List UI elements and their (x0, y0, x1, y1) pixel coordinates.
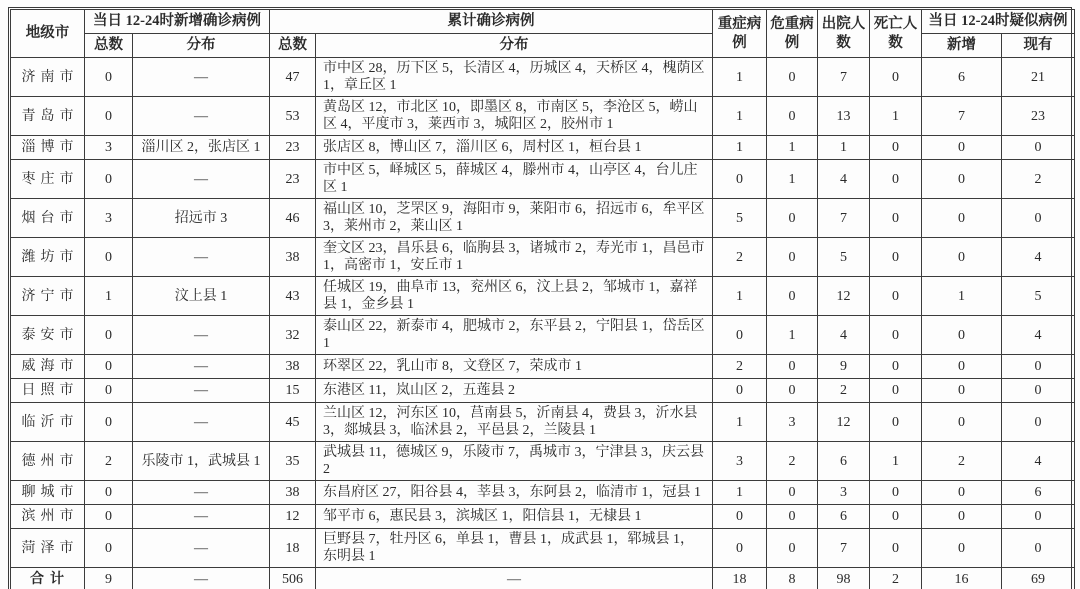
cell-critical: 0 (767, 481, 818, 505)
cell-city: 济南市 (11, 58, 85, 97)
cell-dead: 1 (870, 97, 922, 136)
table-row (11, 277, 1075, 316)
cell-city: 青岛市 (11, 97, 85, 136)
header-new-cases-group: 当日 12-24时新增确诊病例 (85, 10, 270, 34)
cell-new_total: 0 (85, 58, 133, 97)
cell-cum_dist: 巨野县 7，牡丹区 6，单县 1，曹县 1，成武县 1，郓城县 1，东明县 1 (316, 529, 713, 568)
cell-cum_total: 23 (270, 136, 316, 160)
cell-discharged: 3 (818, 481, 870, 505)
cell-severe: 0 (713, 160, 767, 199)
cell-susp_new: 0 (922, 529, 1002, 568)
cell-dead: 0 (870, 277, 922, 316)
cell-cum_dist: 兰山区 12，河东区 10，莒南县 5，沂南县 4，费县 3，沂水县 3，郯城县 3，临沭县 2，平邑县 2，兰陵县 1 (316, 403, 713, 442)
cell-severe: 0 (713, 529, 767, 568)
cell-cum_dist: 东港区 11，岚山区 2，五莲县 2 (316, 379, 713, 403)
cell-cum_dist: 黄岛区 12，市北区 10，即墨区 8，市南区 5，李沧区 5，崂山区 4，平度市 3，莱西市 3，城阳区 2，胶州市 1 (316, 97, 713, 136)
cell-city: 潍坊市 (11, 238, 85, 277)
cell-dead: 0 (870, 58, 922, 97)
cell-discharged: 98 (818, 568, 870, 589)
cell-susp_new: 16 (922, 568, 1002, 589)
cell-new_dist: — (133, 238, 270, 277)
cell-severe: 5 (713, 199, 767, 238)
cell-discharged: 4 (818, 160, 870, 199)
cell-dead: 0 (870, 136, 922, 160)
cell-susp_now: 0 (1002, 403, 1075, 442)
table-body (11, 58, 1075, 589)
cell-cum_dist: 泰山区 22，新泰市 4，肥城市 2，东平县 2，宁阳县 1，岱岳区 1 (316, 316, 713, 355)
cell-critical: 0 (767, 277, 818, 316)
cell-susp_new: 0 (922, 379, 1002, 403)
header-suspected-existing: 现有 (1002, 34, 1075, 58)
cell-severe: 1 (713, 58, 767, 97)
cell-dead: 0 (870, 403, 922, 442)
cell-dead: 0 (870, 238, 922, 277)
cell-new_dist: — (133, 481, 270, 505)
cell-city: 日照市 (11, 379, 85, 403)
header-severe: 重症病例 (713, 10, 767, 58)
cell-cum_dist: — (316, 568, 713, 589)
cell-cum_total: 38 (270, 355, 316, 379)
cell-new_dist: — (133, 355, 270, 379)
cell-new_dist: 乐陵市 1，武城县 1 (133, 442, 270, 481)
table-header (11, 10, 1075, 58)
cell-new_dist: 淄川区 2，张店区 1 (133, 136, 270, 160)
cell-new_total: 0 (85, 355, 133, 379)
cell-discharged: 4 (818, 316, 870, 355)
cell-susp_now: 4 (1002, 442, 1075, 481)
cell-discharged: 6 (818, 442, 870, 481)
cell-cum_total: 45 (270, 403, 316, 442)
covid-stats-table (10, 9, 1075, 589)
cell-critical: 0 (767, 238, 818, 277)
header-cumulative-group: 累计确诊病例 (270, 10, 713, 34)
cell-severe: 2 (713, 238, 767, 277)
table-row (11, 97, 1075, 136)
header-suspected-group: 当日 12-24时疑似病例 (922, 10, 1075, 34)
cell-new_total: 0 (85, 379, 133, 403)
cell-susp_now: 2 (1002, 160, 1075, 199)
header-critical: 危重病例 (767, 10, 818, 58)
cell-critical: 2 (767, 442, 818, 481)
cell-new_dist: — (133, 403, 270, 442)
cell-cum_dist: 任城区 19，曲阜市 13，兖州区 6，汶上县 2，邹城市 1，嘉祥县 1，金乡县 1 (316, 277, 713, 316)
cell-discharged: 12 (818, 403, 870, 442)
cell-discharged: 13 (818, 97, 870, 136)
cell-city: 菏泽市 (11, 529, 85, 568)
cell-city: 滨州市 (11, 505, 85, 529)
cell-new_dist: 汶上县 1 (133, 277, 270, 316)
cell-discharged: 7 (818, 529, 870, 568)
cell-cum_total: 47 (270, 58, 316, 97)
table-row (11, 316, 1075, 355)
table-row (11, 136, 1075, 160)
cell-susp_new: 0 (922, 481, 1002, 505)
cell-cum_total: 46 (270, 199, 316, 238)
cell-new_total: 3 (85, 199, 133, 238)
cell-discharged: 1 (818, 136, 870, 160)
cell-severe: 2 (713, 355, 767, 379)
table-row (11, 505, 1075, 529)
cell-severe: 0 (713, 379, 767, 403)
cell-city: 临沂市 (11, 403, 85, 442)
cell-new_dist: — (133, 505, 270, 529)
cell-cum_dist: 市中区 28，历下区 5，长清区 4，历城区 4，天桥区 4，槐荫区 1，章丘区 1 (316, 58, 713, 97)
cell-cum_dist: 东昌府区 27，阳谷县 4，莘县 3，东阿县 2，临清市 1，冠县 1 (316, 481, 713, 505)
cell-susp_new: 0 (922, 403, 1002, 442)
cell-critical: 1 (767, 160, 818, 199)
cell-cum_total: 506 (270, 568, 316, 589)
cell-severe: 18 (713, 568, 767, 589)
cell-susp_new: 1 (922, 277, 1002, 316)
cell-susp_now: 0 (1002, 136, 1075, 160)
total-row (11, 568, 1075, 589)
cell-discharged: 5 (818, 238, 870, 277)
table-row (11, 403, 1075, 442)
header-discharged: 出院人数 (818, 10, 870, 58)
cell-new_dist: 招远市 3 (133, 199, 270, 238)
cell-city: 聊城市 (11, 481, 85, 505)
cell-critical: 0 (767, 379, 818, 403)
cell-cum_total: 38 (270, 238, 316, 277)
table-row (11, 379, 1075, 403)
cell-new_total: 0 (85, 160, 133, 199)
cell-susp_now: 0 (1002, 199, 1075, 238)
cell-dead: 0 (870, 160, 922, 199)
cell-critical: 1 (767, 316, 818, 355)
cell-new_total: 9 (85, 568, 133, 589)
cell-new_total: 0 (85, 481, 133, 505)
cell-new_dist: — (133, 160, 270, 199)
cell-discharged: 2 (818, 379, 870, 403)
cell-city: 德州市 (11, 442, 85, 481)
cell-dead: 0 (870, 199, 922, 238)
cell-severe: 1 (713, 403, 767, 442)
cell-new_total: 2 (85, 442, 133, 481)
cell-susp_now: 0 (1002, 505, 1075, 529)
cell-susp_new: 0 (922, 160, 1002, 199)
cell-susp_now: 6 (1002, 481, 1075, 505)
table-row (11, 58, 1075, 97)
header-row-1 (11, 10, 1075, 34)
cell-susp_new: 0 (922, 136, 1002, 160)
table-row (11, 442, 1075, 481)
table-row (11, 481, 1075, 505)
cell-susp_new: 0 (922, 199, 1002, 238)
table-row (11, 160, 1075, 199)
cell-new_total: 0 (85, 403, 133, 442)
cell-severe: 1 (713, 136, 767, 160)
header-city: 地级市 (11, 10, 85, 58)
cell-susp_now: 0 (1002, 355, 1075, 379)
cell-new_dist: — (133, 379, 270, 403)
cell-cum_dist: 邹平市 6，惠民县 3，滨城区 1，阳信县 1，无棣县 1 (316, 505, 713, 529)
cell-cum_total: 15 (270, 379, 316, 403)
cell-susp_now: 0 (1002, 379, 1075, 403)
cell-cum_dist: 环翠区 22，乳山市 8，文登区 7，荣成市 1 (316, 355, 713, 379)
cell-susp_new: 0 (922, 505, 1002, 529)
cell-new_dist: — (133, 316, 270, 355)
cell-city: 枣庄市 (11, 160, 85, 199)
cell-susp_new: 0 (922, 238, 1002, 277)
cell-cum_dist: 张店区 8，博山区 7，淄川区 6，周村区 1，桓台县 1 (316, 136, 713, 160)
cell-susp_new: 0 (922, 355, 1002, 379)
table-frame (8, 7, 1072, 589)
cell-cum_total: 53 (270, 97, 316, 136)
cell-susp_now: 69 (1002, 568, 1075, 589)
table-row (11, 355, 1075, 379)
cell-discharged: 7 (818, 199, 870, 238)
cell-severe: 3 (713, 442, 767, 481)
cell-cum_dist: 奎文区 23，昌乐县 6，临朐县 3，诸城市 2，寿光市 1，昌邑市 1，高密市 1，安丘市 1 (316, 238, 713, 277)
cell-critical: 3 (767, 403, 818, 442)
cell-critical: 0 (767, 97, 818, 136)
cell-cum_total: 23 (270, 160, 316, 199)
cell-city: 泰安市 (11, 316, 85, 355)
cell-new_total: 0 (85, 505, 133, 529)
cell-severe: 1 (713, 481, 767, 505)
cell-cum_total: 38 (270, 481, 316, 505)
table-row (11, 199, 1075, 238)
cell-city: 合计 (11, 568, 85, 589)
cell-cum_dist: 市中区 5，峄城区 5，薛城区 4，滕州市 4，山亭区 4，台儿庄区 1 (316, 160, 713, 199)
cell-new_total: 0 (85, 97, 133, 136)
cell-cum_total: 18 (270, 529, 316, 568)
cell-cum_total: 35 (270, 442, 316, 481)
table-row (11, 238, 1075, 277)
cell-dead: 0 (870, 481, 922, 505)
cell-susp_now: 4 (1002, 316, 1075, 355)
header-deaths: 死亡人数 (870, 10, 922, 58)
header-cumulative-total: 总数 (270, 34, 316, 58)
header-new-total: 总数 (85, 34, 133, 58)
cell-discharged: 9 (818, 355, 870, 379)
cell-susp_new: 7 (922, 97, 1002, 136)
cell-discharged: 12 (818, 277, 870, 316)
cell-severe: 0 (713, 505, 767, 529)
cell-new_total: 3 (85, 136, 133, 160)
cell-dead: 2 (870, 568, 922, 589)
cell-cum_dist: 武城县 11，德城区 9，乐陵市 7，禹城市 3，宁津县 3，庆云县 2 (316, 442, 713, 481)
cell-susp_new: 0 (922, 316, 1002, 355)
cell-new_dist: — (133, 568, 270, 589)
cell-susp_now: 21 (1002, 58, 1075, 97)
cell-dead: 0 (870, 355, 922, 379)
header-new-distribution: 分布 (133, 34, 270, 58)
cell-discharged: 7 (818, 58, 870, 97)
cell-cum_total: 32 (270, 316, 316, 355)
cell-critical: 0 (767, 529, 818, 568)
cell-dead: 0 (870, 316, 922, 355)
header-suspected-new: 新增 (922, 34, 1002, 58)
cell-new_total: 0 (85, 238, 133, 277)
cell-new_dist: — (133, 97, 270, 136)
cell-new_dist: — (133, 529, 270, 568)
cell-critical: 1 (767, 136, 818, 160)
cell-cum_total: 43 (270, 277, 316, 316)
cell-critical: 0 (767, 58, 818, 97)
table-row (11, 529, 1075, 568)
cell-severe: 1 (713, 97, 767, 136)
cell-cum_dist: 福山区 10，芝罘区 9，海阳市 9，莱阳市 6，招远市 6，牟平区 3，莱州市 2，莱山区 1 (316, 199, 713, 238)
cell-susp_now: 0 (1002, 529, 1075, 568)
cell-critical: 8 (767, 568, 818, 589)
header-cumulative-distribution: 分布 (316, 34, 713, 58)
cell-new_total: 0 (85, 529, 133, 568)
cell-critical: 0 (767, 505, 818, 529)
cell-susp_new: 2 (922, 442, 1002, 481)
cell-susp_now: 4 (1002, 238, 1075, 277)
cell-critical: 0 (767, 199, 818, 238)
cell-susp_new: 6 (922, 58, 1002, 97)
cell-discharged: 6 (818, 505, 870, 529)
cell-new_total: 0 (85, 316, 133, 355)
cell-cum_total: 12 (270, 505, 316, 529)
cell-dead: 0 (870, 379, 922, 403)
cell-dead: 1 (870, 442, 922, 481)
cell-critical: 0 (767, 355, 818, 379)
cell-city: 烟台市 (11, 199, 85, 238)
cell-new_dist: — (133, 58, 270, 97)
cell-severe: 1 (713, 277, 767, 316)
cell-city: 淄博市 (11, 136, 85, 160)
cell-susp_now: 5 (1002, 277, 1075, 316)
cell-new_total: 1 (85, 277, 133, 316)
cell-dead: 0 (870, 505, 922, 529)
cell-severe: 0 (713, 316, 767, 355)
cell-city: 济宁市 (11, 277, 85, 316)
cell-city: 威海市 (11, 355, 85, 379)
cell-dead: 0 (870, 529, 922, 568)
cell-susp_now: 23 (1002, 97, 1075, 136)
